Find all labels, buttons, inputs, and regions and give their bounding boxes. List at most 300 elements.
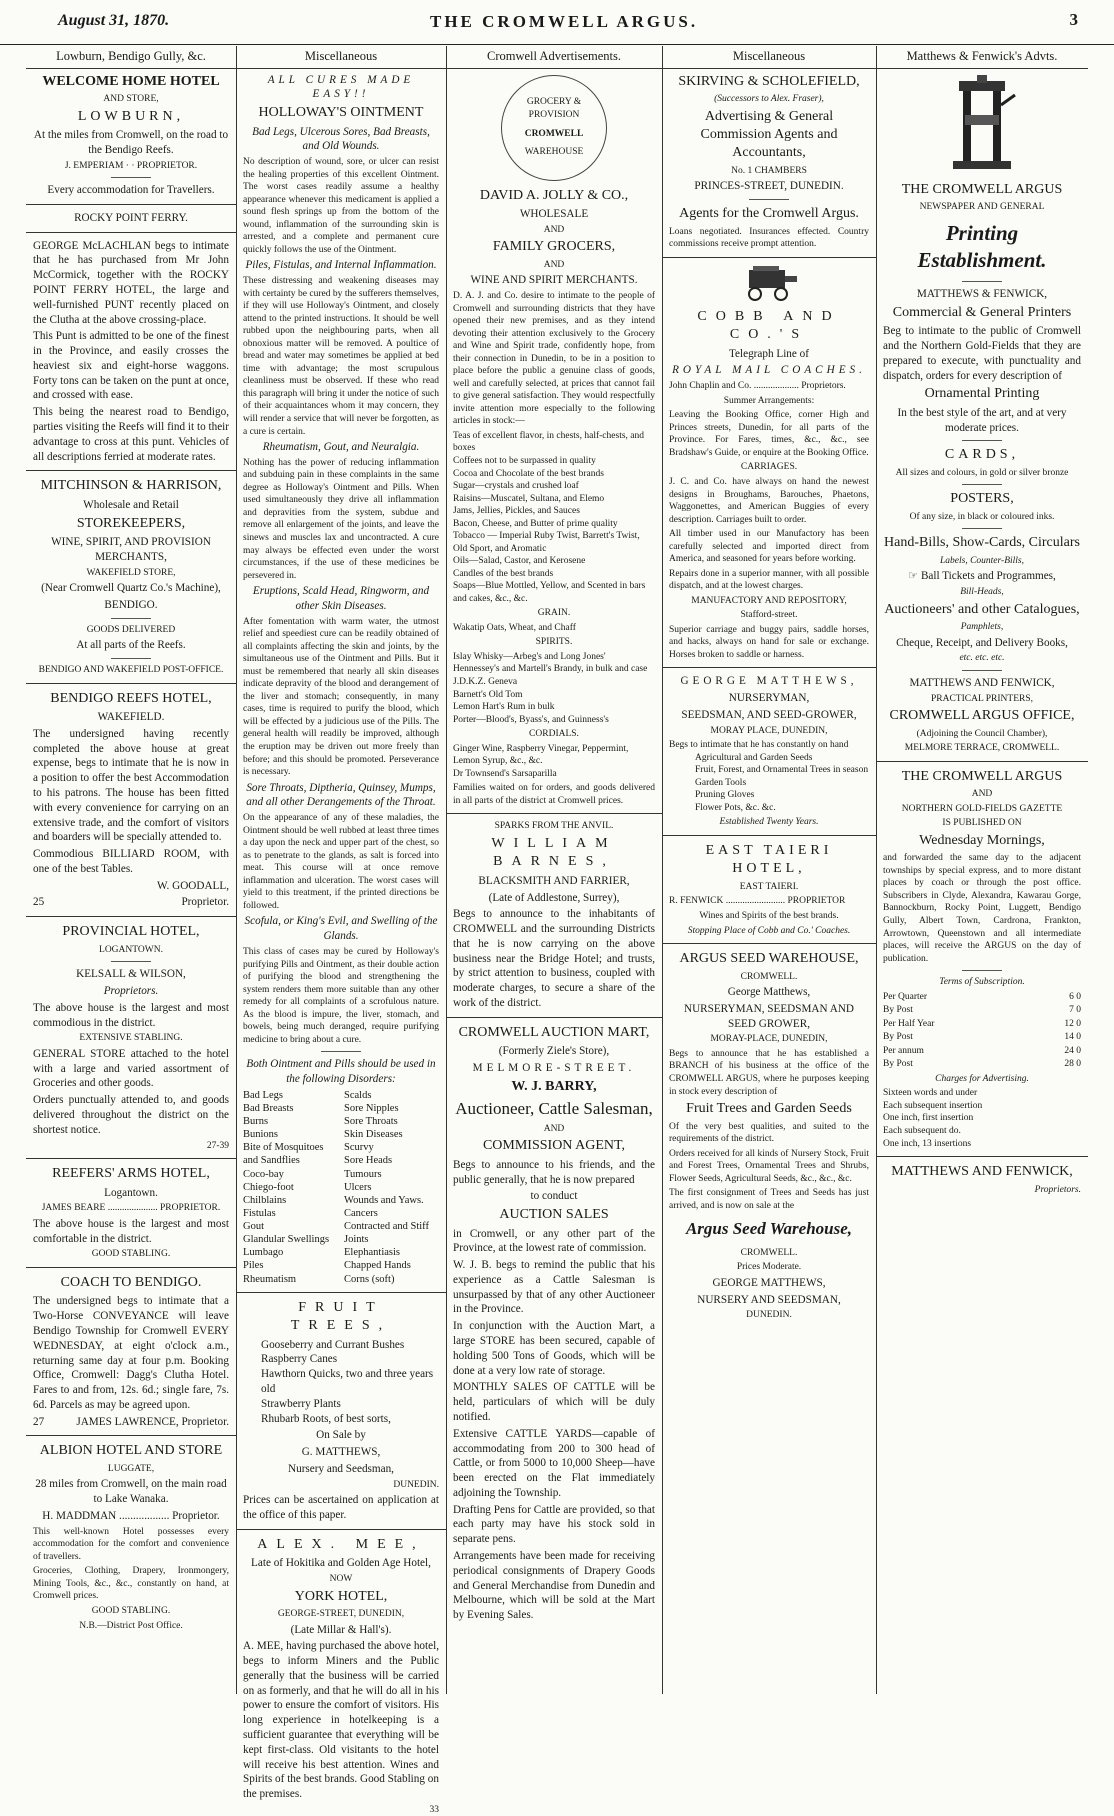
divider (236, 1529, 446, 1530)
advert-alex-mee (243, 1536, 439, 1816)
advert-title: REEFERS' ARMS HOTEL, (52, 1166, 210, 1182)
advert-text: At the miles from Cromwell, on the road to the Bendigo Reefs. (33, 128, 229, 156)
advert-title: FRUIT TREES, (290, 1299, 392, 1334)
advert-text: Begs to announce to his friends, and the public generally, that he is now prepared (453, 1158, 655, 1186)
advert-subtitle: CROMWELL ARGUS OFFICE, (889, 708, 1075, 724)
advert-title: THE CROMWELL ARGUS (901, 181, 1063, 197)
advert-text: On Sale by (316, 1429, 366, 1442)
stock-list: Islay Whisky—Arbeg's and Long Jones' Hennessey's and Martell's Brandy, in bulk and case J.D.K.Z. Geneva Barnett's Old Tom Lemon Hart's Rum in bulk Porter—Blood's, Byass's, and Guinness's (453, 651, 648, 725)
advert-subtitle: YORK HOTEL, (294, 1588, 388, 1604)
advert-title: THE CROMWELL ARGUS (901, 768, 1063, 784)
divider (111, 177, 151, 178)
advert-text: Orders punctually attended to, and goods delivered throughout the district on the shortest notice. (33, 1094, 229, 1136)
advert-text: Begs to announce that he has established a BRANCH of his business at the office of the CROMWELL ARGUS, where he purposes keeping in stock every description of (669, 1048, 869, 1097)
section-heading: Eruptions, Scald Head, Ringworm, and other Skin Diseases. (252, 585, 430, 612)
advert-text: Repairs done in a superior manner, with all possible dispatch, and at the lowest charges. (669, 568, 869, 592)
advert-text: BENDIGO AND WAKEFIELD POST-OFFICE. (38, 665, 224, 676)
advert-subtitle: Auctioneer, Cattle Salesman, (455, 1099, 653, 1119)
advert-text: At all parts of the Reefs. (76, 639, 186, 652)
advert-name: G. MATTHEWS, (301, 1446, 381, 1459)
rate-label: One inch, 13 insertions (883, 1138, 972, 1149)
advert-text: The above house is the largest and most comfortable in the district. (33, 1217, 229, 1245)
advert-title: ALBION HOTEL AND STORE (39, 1443, 223, 1459)
advert-text: Begs to intimate that he has constantly on hand (669, 740, 849, 751)
divider (662, 257, 876, 258)
advert-title: ALEX. MEE, (257, 1536, 425, 1552)
section-heading: Scofula, or King's Evil, and Swelling of the Glands. (244, 915, 438, 943)
advert-text: Bill-Heads, (960, 587, 1004, 598)
rate-value: 6 0 (1069, 991, 1081, 1002)
list-item: Fruit, Forest, and Ornamental Trees in season (695, 765, 869, 776)
section-heading: Both Ointment and Pills should be used in the following Disorders: (246, 1058, 436, 1085)
divider (111, 658, 151, 659)
divider (26, 683, 236, 684)
advert-text: W. J. B. begs to remind the public that his experience as a Cattle Salesman is unsurpassed by that of any other Auctioneer in the Province. (453, 1259, 655, 1316)
advert-subtitle: NURSERYMAN, SEEDSMAN AND SEED GROWER, (683, 1002, 854, 1030)
advert-text: Arrangements have been made for receiving periodical consignments of Drapery Goods and General Merchandise from Dunedin and Melbourne, which will be sold at the Mart by Evening Sales. (453, 1549, 655, 1622)
advert-subtitle: STOREKEEPERS, (76, 515, 186, 531)
rate-value: 7 0 (1069, 1005, 1081, 1016)
section-heading: GRAIN. (537, 608, 571, 619)
column-5 (876, 46, 1088, 1691)
advert-title: ARGUS SEED WAREHOUSE, (679, 951, 859, 967)
advert-rocky-point-ferry (33, 211, 229, 465)
advert-text: GENERAL STORE attached to the hotel with a large and varied assortment of Groceries and other goods. (33, 1047, 229, 1090)
advert-text: The undersigned having recently completed the above house at great expense, begs to intimate that he is now in a position to offer the best Accommodation to his patrons. The house has been fitted with every convenience for carrying on an extensive trade, and the comfort of visitors and boarders will be specially attended to. (33, 727, 229, 844)
advert-text: GEORGE McLACHLAN begs to intimate that he has purchased from Mr John McCormick, together with the ROCKY POINT FERRY HOTEL, the large and well-furnished PUNT recently placed on the Clutha at the above crossing-place. (33, 239, 229, 326)
advert-title: GEORGE MATTHEWS, (680, 675, 858, 688)
warehouse-stamp (501, 75, 607, 181)
divider (876, 1156, 1088, 1157)
divider (962, 970, 1002, 971)
printing-press-icon (947, 75, 1017, 175)
newspaper-title: THE CROMWELL ARGUS. (430, 12, 699, 31)
subscription-rates (883, 991, 1081, 1071)
advert-text: PRACTICAL PRINTERS, (930, 693, 1034, 704)
advert-text: AND (971, 789, 993, 800)
advert-text: Of any size, in black or coloured inks. (909, 511, 1055, 522)
advert-place: MORAY PLACE, DUNEDIN, (710, 725, 828, 736)
section-heading: Terms of Subscription. (939, 977, 1025, 988)
advert-text: Begs to announce to the inhabitants of CROMWELL and the surrounding Districts that he is now carrying on the above business near the Bridge Hotel; and trusts, by strict attention to business, coupled with moderate charges, to secure a share of the work of the district. (453, 908, 655, 1010)
advert-text: This being the nearest road to Bendigo, parties visiting the Reefs will find it to their advantage to cross at this punt. Vehicles of all descriptions ferried at moderate rates. (33, 406, 229, 463)
divider (26, 1267, 236, 1268)
advert-subtitle: CARDS, (944, 447, 1020, 463)
rate-row (883, 1058, 1081, 1071)
advert-text: This Punt is admitted to be one of the finest in the Province, and easily crosses the heaviest six and eight-horse waggons. Forty tons can be taken on the punt at once, and crossed with ease. (33, 330, 229, 402)
section-heading: CORDIALS. (529, 729, 579, 740)
section-heading: CARRIAGES. (740, 462, 798, 473)
advert-text: AND (543, 224, 565, 235)
advert-text: Drafting Pens for Cattle are provided, so that each party may have his stock sold in separate pens. (453, 1503, 655, 1546)
divider (962, 670, 1002, 671)
rate-label: By Post (883, 1032, 913, 1043)
advert-number: 27 (33, 1415, 45, 1428)
advert-text: No. 1 CHAMBERS (731, 165, 807, 176)
advert-subtitle: SEEDSMAN, AND SEED-GROWER, (681, 708, 857, 721)
divider (321, 1051, 361, 1052)
advert-text: Established Twenty Years. (719, 817, 819, 828)
divider (876, 761, 1088, 762)
advert-text: Prices can be ascertained on application at the office of this paper. (243, 1494, 439, 1521)
advert-place: CROMWELL. (740, 1247, 798, 1258)
advert-name: George Matthews, (727, 986, 811, 999)
advert-proprietor: JAMES BEARE ..................... PROPRIETOR. (41, 1203, 221, 1214)
advert-text: MONTHLY SALES OF CATTLE will be held, particulars of which will be duly notified. (453, 1381, 655, 1423)
advert-title: WILLIAM BARNES, (491, 835, 617, 870)
divider (662, 835, 876, 836)
advert-name: MATTHEWS & FENWICK, (916, 287, 1048, 300)
advert-text: These distressing and weakening diseases may with certainty be cured by the sufferers themselves, if they will use Holloway's Ointment, and closely attend to the printed instructions. It should be well rubbed upon the neighbouring parts, when all obnoxious matter will be removed. A poultice of bread and water may sometimes be applied at bed time with advantage; the most scrupulous cleanliness must be observed. If these who read this paragraph will bring it under the notice of such of their acquaintances whom it may concern, they will render a service that will never be forgotten, as a cure is certain. (243, 276, 439, 437)
advert-name: KELSALL & WILSON, (76, 968, 186, 981)
advert-text: NOW (329, 1573, 353, 1584)
advert-place: GEORGE-STREET, DUNEDIN, (277, 1608, 405, 1619)
advert-text: NURSERY AND SEEDSMAN, (697, 1293, 841, 1306)
advert-bendigo-reefs-hotel (33, 690, 229, 911)
advert-text: The first consignment of Trees and Seeds has just arrived, and is now on sale at the (669, 1188, 869, 1211)
advert-text: (Late Millar & Hall's). (290, 1623, 392, 1636)
masthead (0, 0, 1114, 45)
advert-subtitle: WHOLESALE (519, 207, 589, 220)
list-item: Agricultural and Garden Seeds (695, 752, 813, 763)
advert-text: In the best style of the art, and at very moderate prices. (897, 406, 1067, 434)
divider (26, 232, 236, 233)
advert-subtitle: NORTHERN GOLD-FIELDS GAZETTE (901, 803, 1063, 814)
stock-list: Ginger Wine, Raspberry Vinegar, Peppermint, Lemon Syrup, &c., &c. Dr Townsend's Sarsaparilla (453, 743, 629, 779)
advert-proprietor: Proprietor. (181, 896, 229, 909)
advert-title: EAST TAIERI HOTEL, (705, 843, 833, 877)
advert-reefers-arms-hotel (33, 1165, 229, 1261)
column-heading: Matthews & Fenwick's Advts. (876, 46, 1088, 69)
section-heading: Piles, Fistulas, and Internal Inflammation. (245, 259, 437, 272)
rate-row (883, 1018, 1081, 1031)
advert-subtitle: BLACKSMITH AND FARRIER, (478, 874, 630, 887)
pointing-hand-icon: ☞ (908, 570, 921, 583)
rate-label: Each subsequent do. (883, 1125, 961, 1136)
advert-text: Superior carriage and buggy pairs, saddle horses, and hacks, always on hand for sale or exchange. Horses broken to saddle or harness. (669, 624, 869, 660)
advert-title: CROMWELL AUCTION MART, (458, 1024, 650, 1040)
advert-subtitle: NEWSPAPER AND GENERAL (919, 201, 1045, 212)
disorders-right: Scalds Sore Nipples Sore Throats Skin Diseases Scurvy Sore Heads Tumours Ulcers Wounds and Yaws. Cancers Contracted and Stiff Joints Elephantiasis Chapped Hands Corns (soft) (344, 1089, 429, 1285)
list-item: Raspberry Canes (261, 1353, 338, 1366)
advert-title: WELCOME HOME HOTEL (42, 73, 220, 89)
advert-text: Wines and Spirits of the best brands. (699, 911, 839, 921)
advert-place: MELMORE TERRACE, CROMWELL. (904, 743, 1060, 754)
advert-proprietor: R. FENWICK ......................... PROPRIETOR (669, 896, 846, 907)
advert-text: Nursery and Seedsman, (288, 1462, 394, 1475)
advert-text: (Adjoining the Council Chamber), (916, 728, 1048, 739)
advert-william-barnes (453, 835, 655, 1011)
advert-subtitle: Hand-Bills, Show-Cards, Circulars (884, 535, 1080, 551)
advert-east-taieri-hotel (669, 842, 869, 937)
advert-text: Telegraph Line of (729, 347, 809, 360)
advert-publication-notice (883, 768, 1081, 965)
divider (662, 943, 876, 944)
advert-tagline: ALL CURES MADE EASY!! (267, 73, 415, 101)
advert-subtitle: Fruit Trees and Garden Seeds (686, 1101, 852, 1117)
advert-place: DUNEDIN. (746, 1310, 792, 1321)
advert-number: 27-39 (206, 1140, 229, 1151)
list-item: Pruning Gloves (695, 790, 755, 801)
advert-place: Stafford-street. (740, 610, 798, 621)
rate-row (883, 1031, 1081, 1044)
advert-text: Every accommodation for Travellers. (47, 184, 215, 197)
rate-label: By Post (883, 1059, 913, 1070)
advert-mitchinson-harrison (33, 477, 229, 676)
advert-text: Commodious BILLIARD ROOM, with one of the best Tables. (33, 848, 229, 875)
advert-place: DUNEDIN. (393, 1479, 439, 1490)
advert-name: W. J. BARRY, (511, 1078, 597, 1094)
advert-subtitle: WINE AND SPIRIT MERCHANTS. (470, 274, 638, 287)
advert-text: IS PUBLISHED ON (942, 818, 1022, 829)
section-heading: Summer Arrangements: (723, 395, 815, 406)
divider (26, 204, 236, 205)
divider (26, 470, 236, 471)
advert-text: 28 miles from Cromwell, on the main road to Lake Wanaka. (35, 1478, 227, 1506)
advert-name: MATTHEWS AND FENWICK, (909, 676, 1055, 689)
rate-row (883, 1004, 1081, 1017)
column-heading: Miscellaneous (662, 46, 876, 69)
rate-label: Per Half Year (883, 1018, 935, 1029)
advert-proprietor: Proprietors. (103, 984, 159, 997)
rate-row (883, 991, 1081, 1004)
advert-text: Ball Tickets and Programmes, (920, 570, 1056, 583)
advert-text: WINE, SPIRIT, AND PROVISION MERCHANTS, (51, 536, 211, 563)
stamp-text: CROMWELL (524, 128, 584, 139)
advert-text: No description of wound, sore, or ulcer can resist the healing properties of this excellent Ointment. The worst cases readily assume a healthy appearance whenever this medicament is applied a sound flesh springs up from the bottom of the wound, inflammation of the surrounding skin is arrested, and a complete and permanent cure quickly follows the use of the Ointment. (243, 157, 439, 255)
section-heading: SPIRITS. (535, 637, 573, 648)
advert-text: and forwarded the same day to the adjacent townships by special express, and to more distant places by coach or through the post office. Subscribers in Clyde, Alexandra, Kawarau Gorge, Bannockburn, Rocky Point, Luggett, Bendigo Gully, Albert Town, Cardrona, Frankton, Arrowtown, Queenstown and all intermediate places, will receive the ARGUS on the day of publication. (883, 853, 1081, 964)
advert-text: This class of cases may be cured by Holloway's purifying Pills and Ointment, as their double action of purifying the blood and strengthening the system renders them more suitable than any other remedy for all complaints of a scrofulous nature. As the blood is impure, the liver, stomach, and bowels, being much deranged, require purifying medicine to bring about a cure. (243, 946, 439, 1045)
advert-welcome-home-hotel (33, 73, 229, 198)
advert-text: GOOD STABLING. (91, 1249, 171, 1260)
advert-place: MELMORE-STREET. (472, 1062, 636, 1075)
advert-text: All timber used in our Manufactory has been carefully selected and imported direct from America, and seasoned for years before working. (669, 529, 869, 565)
column-3 (446, 46, 662, 1691)
advert-coach-to-bendigo (33, 1274, 229, 1430)
advert-cromwell-auction-mart (453, 1024, 655, 1623)
rate-label: Sixteen words and under (883, 1088, 978, 1099)
advert-text: GOOD STABLING. (91, 1605, 171, 1616)
column-heading: Lowburn, Bendigo Gully, &c. (26, 46, 236, 69)
advert-text-with-icon (883, 569, 1081, 584)
divider (962, 281, 1002, 282)
advert-text: The above house is the largest and most commodious in the district. (33, 1001, 229, 1029)
advert-text: After fomentation with warm water, the utmost relief and speediest cure can be readily obtained of all complaints affecting the skin and joints, by the simultaneous use of the Ointment and Pills. But it must be remembered that nearly all skin diseases indicate depravity of the blood and derangement of the liver and stomach; consequently, in many cases, time is required to purify the blood, which will be effected by a judicious use of the Pills. The general health will readily be improved, although the eruption may be driven out more freely than before; and this should be promoted. Perseverance is necessary. (243, 616, 439, 778)
divider (26, 1435, 236, 1436)
advert-subtitle: COMMISSION AGENT, (482, 1138, 626, 1154)
rate-label: Each subsequent insertion (883, 1100, 983, 1111)
advert-cobb-and-co (669, 308, 869, 662)
list-item: Rhubarb Roots, of best sorts, (261, 1412, 391, 1425)
advert-text: Pamphlets, (960, 622, 1004, 633)
advert-text: D. A. J. and Co. desire to intimate to the people of Cromwell and surrounding districts that they have opened their new premises, and as they intend devoting their attention exclusively to the Grocery and Wine and Spirit trade, confidently hope, from their connection in Dunedin, to be in a position to place before the public a genuine class of goods, well and carefully selected, at prices that cannot fail to give general satisfaction. They would respectfully invite attention more especially to the following articles in stock:— (453, 291, 655, 427)
advert-place: LOWBURN, (77, 108, 185, 124)
advert-text: Late of Hokitika and Golden Age Hotel, (251, 1557, 431, 1570)
rate-label: One inch, first insertion (883, 1113, 974, 1124)
advert-title: PROVINCIAL HOTEL, (62, 924, 200, 940)
advert-title: ROCKY POINT FERRY. (74, 211, 188, 224)
advert-provincial-hotel (33, 923, 229, 1152)
advert-text: in Cromwell, or any other part of the Province, at the lowest rate of commission. (453, 1227, 655, 1255)
advert-proprietor: John Chaplin and Co. ................... Proprietors. (669, 381, 846, 392)
divider (962, 440, 1002, 441)
divider (446, 1017, 662, 1018)
advert-text: Orders received for all kinds of Nursery Stock, Fruit and Forest Trees, Ornamental Trees and Shrubs, Flower Seeds, Agricultural Seeds, &c., &c., &c. (669, 1148, 869, 1184)
disorders-left: Bad Legs Bad Breasts Burns Bunions Bite of Mosquitoes and Sandflies Coco-bay Chiego-foot Chilblains Fistulas Gout Glandular Swellings Lumbago Piles Rheumatism (243, 1089, 330, 1285)
advert-subtitle: POSTERS, (950, 491, 1014, 507)
column-heading: Miscellaneous (236, 46, 446, 69)
divider (962, 484, 1002, 485)
advert-place: BENDIGO. (104, 598, 158, 611)
advert-title: COBB AND CO.'S (697, 308, 841, 343)
advert-george-matthews (669, 674, 869, 829)
advert-place: MORAY-PLACE, DUNEDIN, (710, 1034, 828, 1045)
advert-name: W. GOODALL, (157, 879, 229, 892)
advert-proprietor: H. MADDMAN .................. Proprietor. (42, 1510, 220, 1522)
advert-text: GOODS DELIVERED (86, 624, 176, 635)
section-heading: Rheumatism, Gout, and Neuralgia. (262, 441, 420, 454)
column-2 (236, 46, 446, 1815)
rate-value: 14 0 (1064, 1032, 1081, 1043)
rate-value: 24 0 (1064, 1045, 1081, 1056)
advert-text: etc. etc. etc. (959, 653, 1005, 664)
advert-fruit-trees (243, 1299, 439, 1523)
divider (26, 1158, 236, 1159)
divider (26, 916, 236, 917)
advert-subtitle: NURSERYMAN, (728, 692, 810, 705)
advert-subtitle: Advertising & General Commission Agents and Accountants, (700, 108, 838, 161)
advert-text: The undersigned begs to intimate that a Two-Horse CONVEYANCE will leave Bendigo Township for Cromwell EVERY WEDNESDAY, at eight o'clock a.m., returning same day at four p.m. Booking Office, Cromwell: Dagg's Clutha Hotel. Fares to and from, 12s. 6d.; single fare, 7s. 6d. Parcels as may be agreed upon. (33, 1295, 229, 1411)
advert-text: (Late of Addlestone, Surrey), (488, 891, 620, 904)
divider (749, 199, 789, 200)
advert-place: CROMWELL. (740, 971, 798, 982)
advert-number: 33 (429, 1804, 439, 1815)
advert-subtitle: Agents for the Cromwell Argus. (679, 206, 859, 222)
advert-argus-seed-warehouse (669, 950, 869, 1322)
advert-subtitle: Commercial & General Printers (892, 304, 1072, 320)
advert-text: This well-known Hotel possesses every accommodation for the comfort and convenience of travellers. (33, 1526, 229, 1562)
list-item: Gooseberry and Currant Bushes (261, 1338, 405, 1351)
advert-text: to conduct (530, 1190, 578, 1203)
advert-text: Labels, Counter-Bills, (940, 555, 1024, 566)
list-item: Hawthorn Quicks, two and three years old (261, 1368, 434, 1395)
stamp-text: GROCERY & PROVISION (526, 97, 582, 120)
advert-subtitle: Wednesday Mornings, (919, 832, 1045, 848)
advert-text: Groceries, Clothing, Drapery, Ironmongery, Mining Tools, &c., &c., constantly on hand, at Cromwell prices. (33, 1566, 229, 1602)
divider (236, 1292, 446, 1293)
advert-albion-hotel (33, 1442, 229, 1632)
divider (446, 813, 662, 814)
advert-place: PRINCES-STREET, DUNEDIN. (694, 180, 844, 193)
advert-subtitle: ROYAL MAIL COACHES. (672, 364, 866, 377)
advert-proprietor: Proprietors. (1034, 1184, 1081, 1195)
advert-text: A. MEE, having purchased the above hotel, begs to inform Miners and the Public generally that the business will be carried on as formerly, and that he will do all in his power to ensure the comfort of visitors. His long experience in hotelkeeping is a sufficient guarantee that everything will be kept first-class. Old visitants to the hotel will receive his best attention. Wines and Spirits of the best brands. Good Stabling on the premises. (243, 1640, 439, 1801)
advert-subtitle: Ornamental Printing (924, 386, 1040, 402)
stock-list: Teas of excellent flavor, in chests, half-chests, and boxes Coffees not to be surpassed in quality Cocoa and Chocolate of the best brands Sugar—crystals and crushed loaf Raisins—Muscatel, Sultana, and Elemo Jams, Jellies, Pickles, and Sauces Bacon, Cheese, and Butter of prime quality Tobacco — Imperial Ruby Twist, Barrett's Twist, Old Sport, and Aromatic Oils—Salad, Castor, and Kerosene Candles of the best brands Soaps—Blue Mottled, Yellow, and Scented in bars and cakes, &c., &c. (453, 430, 646, 604)
divider (662, 667, 876, 668)
advert-title: COACH TO BENDIGO. (60, 1274, 202, 1290)
stamp-text: WAREHOUSE (524, 147, 584, 158)
advert-subtitle: Argus Seed Warehouse, (685, 1219, 853, 1239)
advert-text: (Near Cromwell Quartz Co.'s Machine), (41, 582, 221, 595)
advert-text: In conjunction with the Auction Mart, a large STORE has been secured, capable of holding 500 Tons of Goods, which will be done at a very low rate of storage. (453, 1320, 655, 1377)
advert-place: LUGGATE, (107, 1463, 155, 1474)
advert-proprietor: J. EMPERIAM · · PROPRIETOR. (64, 160, 198, 171)
advert-text: On the appearance of any of these maladies, the Ointment should be well rubbed at least three times a day upon the neck and upper part of the chest, so as to penetrate to the glands, as salt is forced into meat. This course will at once remove inflammation and ulceration. The worst cases will yield to this treatment, if the printed directions be followed. (243, 813, 439, 911)
list-item: Garden Tools (695, 777, 747, 788)
advert-text: WAKEFIELD STORE, (86, 567, 176, 578)
advert-text: Loans negotiated. Insurances effected. Country commissions receive prompt attention. (669, 226, 869, 250)
issue-date: August 31, 1870. (58, 12, 170, 29)
advert-skirving-scholefield (669, 73, 869, 251)
advert-subtitle: Bad Legs, Ulcerous Sores, Bad Breasts, and Old Wounds. (252, 125, 430, 153)
advert-subtitle: Auctioneers' and other Catalogues, (884, 601, 1080, 617)
advert-place: EAST TAIERI. (739, 881, 799, 892)
advert-title: SKIRVING & SCHOLEFIELD, (678, 73, 860, 89)
advert-subtitle: AUCTION SALES (499, 1207, 609, 1223)
section-heading: Sore Throats, Diptheria, Quinsey, Mumps, and all other Derangements of the Throat. (246, 781, 436, 809)
advert-text: J. C. and Co. have always on hand the newest designs in Broughams, Barouches, Phaetons, Waggonettes, and American Buggies of every description. Carriages built to order. (669, 476, 869, 525)
divider (111, 618, 151, 619)
advert-subtitle: Cheque, Receipt, and Delivery Books, (896, 636, 1068, 649)
advert-text: All sizes and colours, in gold or silver bronze (895, 467, 1069, 478)
list-item: Strawberry Plants (261, 1397, 341, 1410)
advert-text: Nothing has the power of reducing inflammation and subduing pain in these complaints in the same degree as Holloway's Ointment and Pills. When used simultaneously they drive all inflammation and depravities from the system, subdue and remove all enlargement of the joints, and leave the sinews and muscles lax and uncontracted. A cure may always be effected even under the worst circumstances, if the use of these medicines be persevered in. (243, 457, 439, 581)
divider (962, 528, 1002, 529)
divider (111, 961, 151, 962)
advert-text: (Successors to Alex. Fraser), (714, 93, 824, 104)
rate-row (883, 1045, 1081, 1058)
rate-value: 28 0 (1064, 1059, 1081, 1070)
column-4 (662, 46, 876, 1691)
disorders-list (243, 1089, 439, 1286)
advert-text: Leaving the Booking Office, corner High and Princes streets, Dunedin, for all parts of the Province. For Fares, times, &c., &c., see Bradshaw's Guide, or enquire at the Booking Office. (669, 410, 869, 458)
advert-subtitle: FAMILY GROCERS, (492, 239, 616, 255)
advert-title: HOLLOWAY'S OINTMENT (258, 105, 424, 121)
rate-label: By Post (883, 1005, 913, 1016)
advert-place: LOGANTOWN. (99, 944, 163, 955)
advert-text: (Formerly Ziele's Store), (498, 1045, 610, 1058)
advert-text: Of the very best qualities, and suited to the requirements of the district. (669, 1121, 869, 1145)
rate-value: 12 0 (1064, 1018, 1081, 1029)
advert-subtitle: AND STORE, (103, 93, 159, 104)
advert-name: GEORGE MATTHEWS, (712, 1276, 826, 1289)
advert-text: N.B.—District Post Office. (79, 1620, 183, 1631)
advert-subtitle: Wholesale and Retail (83, 498, 179, 511)
stock-list: Wakatip Oats, Wheat, and Chaff (453, 622, 576, 633)
advert-text: Prices Moderate. (736, 1262, 802, 1273)
section-heading: MANUFACTORY AND REPOSITORY, (691, 595, 847, 606)
advert-text: AND (543, 1123, 565, 1134)
advert-text: Stopping Place of Cobb and Co.' Coaches. (687, 925, 851, 936)
advert-title: Printing Establishment. (917, 220, 1047, 273)
advert-number: 25 (33, 896, 45, 909)
column-1 (26, 46, 236, 1691)
advert-text: Families waited on for orders, and goods delivered in all parts of the district at Cromwell prices. (453, 783, 655, 806)
advert-text: Extensive CATTLE YARDS—capable of accommodating from 200 to 300 head of Cattle, or from 5000 to 10,000 Sheep—have been erected on the Flat immediately adjoining the Township. (453, 1427, 655, 1499)
advert-title: DAVID A. JOLLY & CO., (479, 187, 629, 203)
section-heading: Charges for Advertising. (935, 1073, 1029, 1084)
advert-name: MATTHEWS AND FENWICK, (891, 1164, 1073, 1180)
advert-place: Logantown. (104, 1186, 158, 1199)
advert-place: WAKEFIELD. (97, 711, 165, 724)
advert-name: JAMES LAWRENCE, Proprietor. (76, 1415, 229, 1428)
advert-title: BENDIGO REEFS HOTEL, (50, 690, 212, 706)
advert-text: Beg to intimate to the public of Cromwell and the Northern Gold-Fields that they are prepared to execute, with punctuality and dispatch, orders for every description of (883, 325, 1081, 382)
advert-david-jolly (453, 187, 655, 808)
list-item: Flower Pots, &c. &c. (695, 802, 776, 813)
